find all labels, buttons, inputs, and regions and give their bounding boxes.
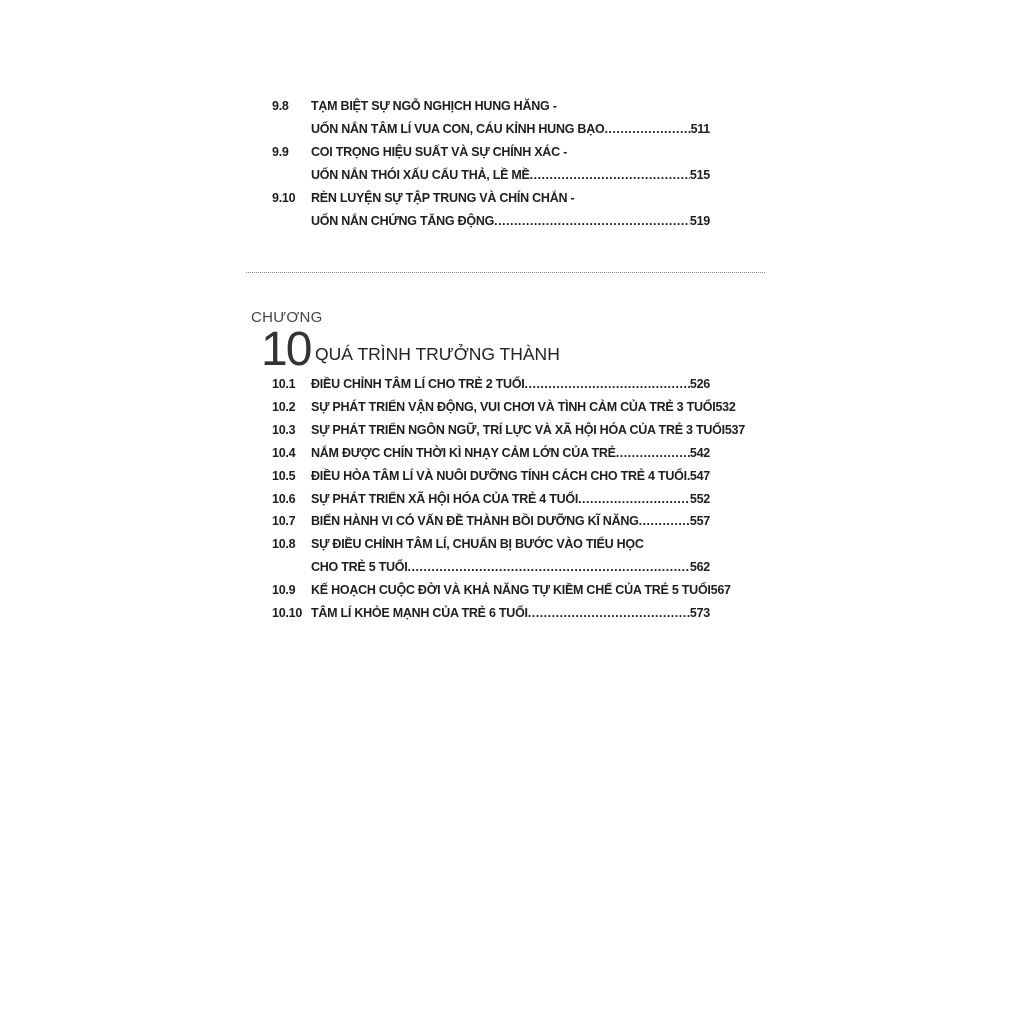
toc-entry bbox=[272, 399, 736, 420]
page-number: 562 bbox=[689, 560, 710, 575]
section-divider bbox=[246, 272, 765, 273]
chapter-label: CHƯƠNG bbox=[251, 309, 323, 326]
toc-entry bbox=[272, 606, 710, 626]
dot-leader bbox=[494, 214, 690, 228]
section-number: 9.8 bbox=[272, 99, 289, 113]
section-title: KẾ HOẠCH CUỘC ĐỜI VÀ KHẢ NĂNG TỰ KIỀM CHẾ CỦA TRẺ 5 TUỔI bbox=[311, 583, 711, 598]
section-title: SỰ PHÁT TRIỂN NGÔN NGỮ, TRÍ LỰC VÀ XÃ HỘI HÓA CỦA TRẺ 3 TUỔI bbox=[311, 422, 725, 437]
page-number: 567 bbox=[710, 583, 731, 598]
section-number: 10.3 bbox=[272, 422, 296, 437]
page-number: 526 bbox=[689, 377, 710, 391]
dot-leader bbox=[639, 514, 690, 528]
section-title: SỰ PHÁT TRIỂN XÃ HỘI HÓA CỦA TRẺ 4 TUỔI bbox=[311, 491, 579, 506]
toc-entry bbox=[272, 446, 710, 466]
toc-entry bbox=[272, 492, 710, 512]
page-number: 573 bbox=[689, 606, 710, 620]
section-title: SỰ PHÁT TRIỂN VẬN ĐỘNG, VUI CHƠI VÀ TÌNH CẢM CỦA TRẺ 3 TUỔI bbox=[311, 399, 716, 414]
dot-leader bbox=[528, 606, 690, 620]
section-title: UỐN NẮN TÂM LÍ VUA CON, CÁU KỈNH HUNG BẠO bbox=[311, 121, 605, 136]
toc-entry bbox=[272, 122, 710, 142]
section-number: 10.9 bbox=[272, 583, 296, 598]
toc-entry bbox=[272, 469, 710, 489]
section-number: 10.1 bbox=[272, 377, 296, 391]
section-number: 10.10 bbox=[272, 606, 303, 620]
toc-entry bbox=[272, 191, 710, 211]
page-number: 532 bbox=[715, 399, 736, 414]
dot-leader bbox=[525, 377, 690, 391]
page-number: 552 bbox=[689, 491, 710, 506]
dot-leader bbox=[604, 122, 690, 136]
page-number: 511 bbox=[690, 121, 710, 136]
section-title: ĐIỀU HÒA TÂM LÍ VÀ NUÔI DƯỠNG TÍNH CÁCH CHO TRẺ 4 TUỔI bbox=[311, 468, 687, 483]
section-title: TẠM BIỆT SỰ NGỖ NGHỊCH HUNG HĂNG - bbox=[311, 99, 557, 113]
dot-leader bbox=[530, 168, 690, 182]
section-title: BIẾN HÀNH VI CÓ VẤN ĐỀ THÀNH BỒI DƯỠNG KĨ NĂNG bbox=[311, 514, 639, 529]
page-number: 537 bbox=[724, 422, 745, 437]
section-number: 9.10 bbox=[272, 190, 296, 205]
toc-entry bbox=[272, 214, 710, 234]
section-title: COI TRỌNG HIỆU SUẤT VÀ SỰ CHÍNH XÁC - bbox=[311, 144, 567, 159]
section-title: NẮM ĐƯỢC CHÍN THỜI KÌ NHẠY CẢM LỚN CỦA TRẺ bbox=[311, 445, 616, 460]
section-number: 10.5 bbox=[272, 468, 296, 483]
section-title: TÂM LÍ KHỎE MẠNH CỦA TRẺ 6 TUỔI bbox=[311, 606, 528, 620]
toc-entry bbox=[272, 514, 710, 534]
section-title: UỐN NẮN CHỨNG TĂNG ĐỘNG bbox=[311, 213, 495, 228]
toc-entry bbox=[272, 537, 710, 557]
section-title: CHO TRẺ 5 TUỔI bbox=[311, 560, 408, 575]
section-number: 9.9 bbox=[272, 144, 289, 159]
toc-entry bbox=[272, 99, 710, 119]
toc-entry bbox=[272, 422, 745, 443]
page-number: 519 bbox=[689, 213, 710, 228]
dot-leader bbox=[578, 492, 690, 506]
dot-leader bbox=[408, 560, 690, 574]
dot-leader bbox=[616, 446, 690, 460]
toc-entry bbox=[272, 583, 731, 603]
section-title: SỰ ĐIỀU CHỈNH TÂM LÍ, CHUẨN BỊ BƯỚC VÀO TIỂU HỌC bbox=[311, 537, 644, 552]
chapter-title: QUÁ TRÌNH TRƯỞNG THÀNH bbox=[315, 344, 560, 364]
section-number: 10.2 bbox=[272, 399, 296, 414]
page-number: 547 bbox=[689, 468, 710, 483]
page-number: 515 bbox=[689, 167, 710, 182]
section-number: 10.8 bbox=[272, 537, 296, 552]
page-number: 557 bbox=[689, 514, 710, 529]
toc-entry bbox=[272, 377, 710, 397]
toc-entry bbox=[272, 145, 710, 165]
section-title: UỐN NẮN THÓI XẤU CẨU THẢ, LỀ MỀ bbox=[311, 167, 530, 182]
section-number: 10.4 bbox=[272, 445, 296, 460]
page-number: 542 bbox=[689, 445, 710, 460]
toc-entry bbox=[272, 168, 710, 188]
section-title: RÈN LUYỆN SỰ TẬP TRUNG VÀ CHÍN CHẮN - bbox=[311, 190, 575, 205]
toc-entry bbox=[272, 560, 710, 580]
chapter-number: 10 bbox=[261, 323, 311, 376]
section-title: ĐIỀU CHỈNH TÂM LÍ CHO TRẺ 2 TUỔI bbox=[311, 377, 525, 391]
section-number: 10.7 bbox=[272, 514, 296, 529]
section-number: 10.6 bbox=[272, 491, 296, 506]
